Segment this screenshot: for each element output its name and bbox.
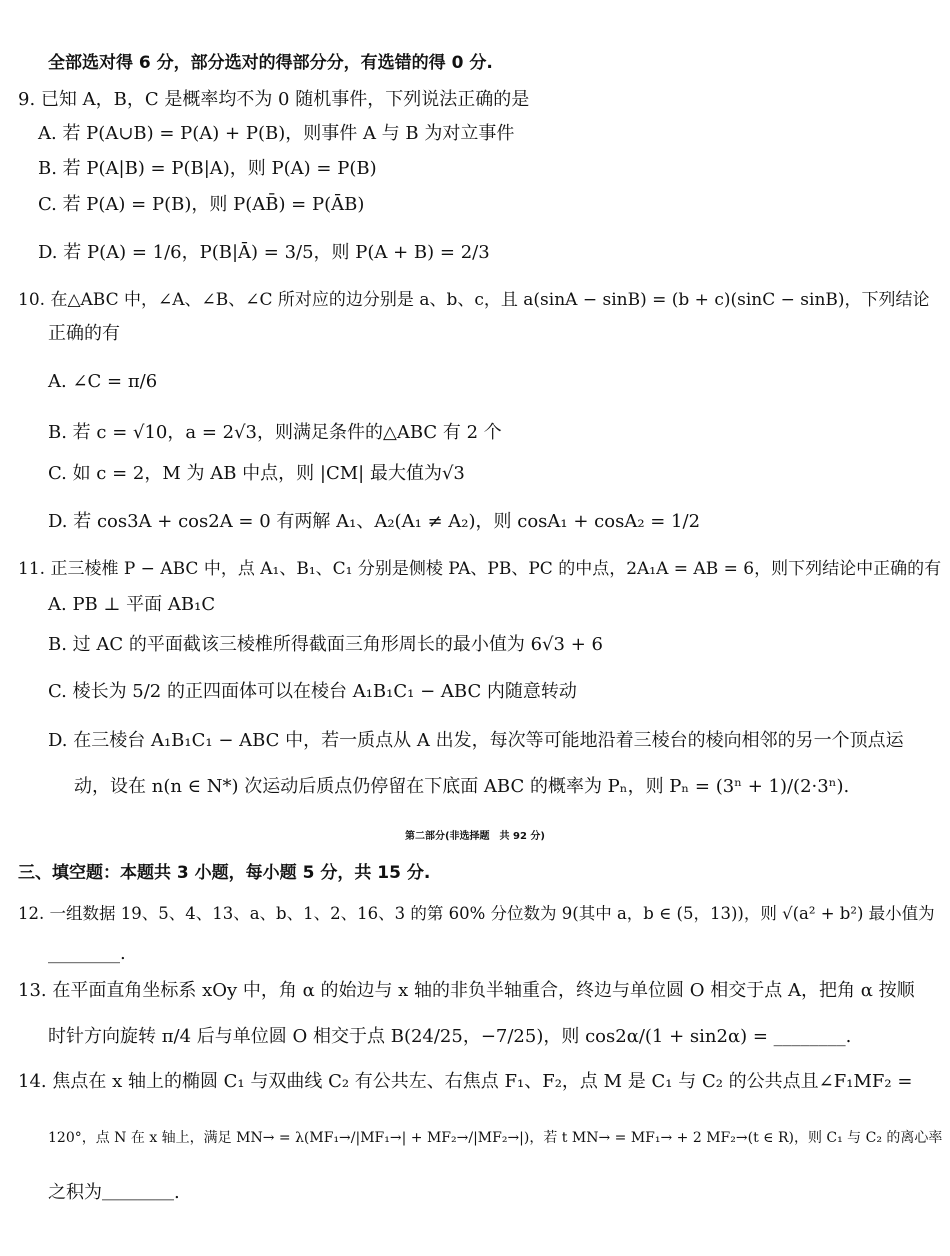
q12-line1: 12. 一组数据 19、5、4、13、a、b、1、2、16、3 的第 60% 分位数为 9(其中 a，b ∈ (5，13))，则 √(a² + b²) 最小值为 — [18, 904, 935, 923]
q9-option-d: D. 若 P(A) = 1/6，P(B|Ā) = 3/5，则 P(A + B) = 2/3 — [38, 242, 490, 263]
q11-option-c: C. 棱长为 5/2 的正四面体可以在棱台 A₁B₁C₁ − ABC 内随意转动 — [48, 681, 577, 702]
q10-option-b: B. 若 c = √10，a = 2√3，则满足条件的△ABC 有 2 个 — [48, 422, 502, 443]
q13-line2: 时针方向旋转 π/4 后与单位圆 O 相交于点 B(24/25，−7/25)，则 cos2α/(1 + sin2α) = ________. — [48, 1026, 852, 1047]
q13-line1: 13. 在平面直角坐标系 xOy 中，角 α 的始边与 x 轴的非负半轴重合，终边与单位圆 O 相交于点 A，把角 α 按顺 — [18, 980, 915, 1001]
q9-stem: 9. 已知 A，B，C 是概率均不为 0 随机事件，下列说法正确的是 — [18, 89, 530, 110]
q11-stem: 11. 正三棱椎 P − ABC 中，点 A₁、B₁、C₁ 分别是侧棱 PA、PB、PC 的中点，2A₁A = AB = 6，则下列结论中正确的有 — [18, 559, 942, 579]
q9-option-c: C. 若 P(A) = P(B)，则 P(AB̄) = P(ĀB) — [38, 194, 365, 215]
q10-stem-line1: 10. 在△ABC 中，∠A、∠B、∠C 所对应的边分别是 a、b、c，且 a(sinA − sinB) = (b + c)(sinC − sinB)，下列结论 — [18, 290, 930, 310]
q10-option-d: D. 若 cos3A + cos2A = 0 有两解 A₁、A₂(A₁ ≠ A₂)，则 cosA₁ + cosA₂ = 1/2 — [48, 511, 701, 532]
q10-option-c: C. 如 c = 2，M 为 AB 中点，则 |CM| 最大值为√3 — [48, 463, 465, 484]
q11-option-b: B. 过 AC 的平面截该三棱椎所得截面三角形周长的最小值为 6√3 + 6 — [48, 634, 603, 655]
q9-option-a: A. 若 P(A∪B) = P(A) + P(B)，则事件 A 与 B 为对立事件 — [38, 123, 515, 144]
q14-line1: 14. 焦点在 x 轴上的椭圆 C₁ 与双曲线 C₂ 有公共左、右焦点 F₁、F₂，点 M 是 C₁ 与 C₂ 的公共点且∠F₁MF₂ = — [18, 1071, 913, 1092]
q9-option-b: B. 若 P(A|B) = P(B|A)，则 P(A) = P(B) — [38, 158, 377, 179]
q11-option-a: A. PB ⊥ 平面 AB₁C — [48, 594, 216, 615]
q10-stem-line2: 正确的有 — [48, 323, 120, 344]
q10-option-a: A. ∠C = π/6 — [48, 371, 158, 392]
scoring-note: 全部选对得 6 分，部分选对的得部分分，有选错的得 0 分. — [48, 53, 493, 73]
q11-option-d-line1: D. 在三棱台 A₁B₁C₁ − ABC 中，若一质点从 A 出发，每次等可能地沿着三棱台的棱向相邻的另一个顶点运 — [48, 730, 904, 751]
q14-line3: 之积为＿＿＿＿. — [48, 1182, 180, 1203]
section-three-heading: 三、填空题：本题共 3 小题，每小题 5 分，共 15 分. — [18, 863, 431, 883]
part-two-heading: 第二部分(非选择题 共 92 分) — [404, 831, 546, 842]
q12-answer-blank: ________. — [48, 943, 126, 964]
q11-option-d-line2: 动，设在 n(n ∈ N*) 次运动后质点仍停留在下底面 ABC 的概率为 Pₙ，则 Pₙ = (3ⁿ + 1)/(2·3ⁿ). — [74, 776, 850, 797]
q14-line2: 120°，点 N 在 x 轴上，满足 MN→ = λ(MF₁→/|MF₁→| + MF₂→/|MF₂→|)，若 t MN→ = MF₁→ + 2 MF₂→(t ∈ R)，则 C₁ 与 C₂ 的离心率 — [48, 1130, 943, 1146]
